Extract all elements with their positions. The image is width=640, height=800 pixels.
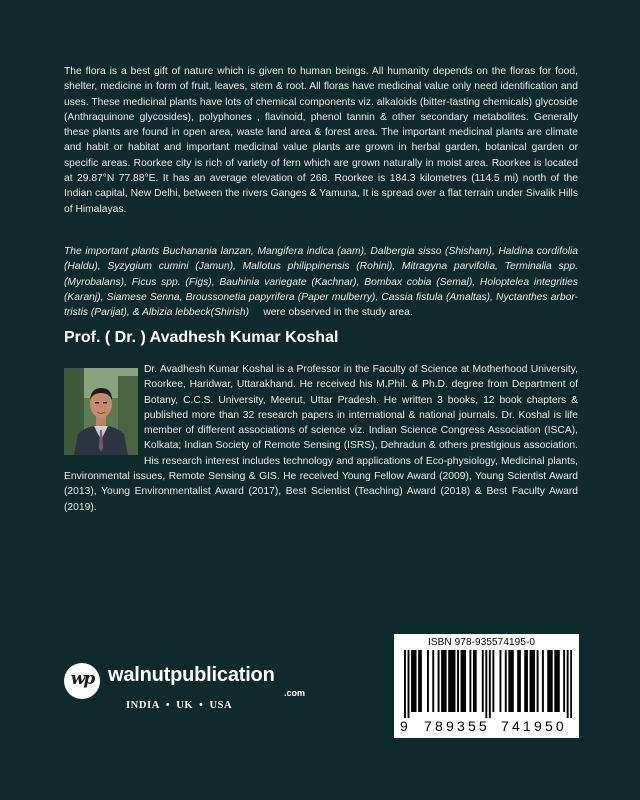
barcode-guard-bar [404, 650, 406, 718]
barcode-bar [526, 650, 528, 712]
barcode-bar [427, 650, 429, 712]
barcode-bar [413, 650, 415, 712]
publisher-regions [126, 700, 232, 711]
intro-paragraph: The flora is a best gift of nature which is given to human beings. All humanity depends on the floras for food, shelter, medicine in form of fruit, leaves, stem & root. All floras have medicinal value only need identification and uses. These medicinal plants have lots of chemical components viz. alkaloids (bitter-tasting chemicals) glycoside (Anthraquinone glycosides), polyphones , flavinoid, phenol tannin & other secondary metabolites. Generally these plants are found in open area, waste land area & forest area. The important medicinal plants are climate and habit or habitat and important medicinal value plants are grown in herbal garden, botanical garden or specific areas. Roorkee city is rich of variety of fern which are grown naturally in moist area. Roorkee is located at 29.87°N 77.88°E. It has an average elevation of 268. Roorkee is 184.3 kilometres (114.5 mi) north of the Indian capital, New Delhi, between the rivers Ganges & Yamuna, It is spread over a flat terrain under Sivalik Hills of Himalayas. [64, 66, 578, 215]
barcode-guard-bar [485, 650, 487, 718]
plants-list-text: The important plants Buchanania lanzan, Mangifera indica (aam), Dalbergia sisso (Shisham), Haldina cordifolia (Haldu), Syzygium cumini (Jamun), Mallotus philippinensis (Rohini), Mitragyna parvifolia, Terminalia spp. (Myrobalans), Ficus spp. (Figs), Bauhinia variegate (Kachnar), Bombax cobia (Semal), Holoptelea integrities (Karanj), Siamese Senna, Broussonetia papyrifera (Paper mulberry), Cassia fistula (Amaltas), Nyctanthes arbor-tristis (Parijat), & Albizia lebbeck(Shirish) [64, 246, 578, 319]
barcode-bar [551, 650, 553, 712]
barcode-bars [404, 650, 572, 718]
barcode-bar [415, 650, 417, 712]
barcode-bar [448, 650, 450, 712]
barcode-digit-group2: 741950 [501, 718, 567, 734]
barcode-bar [531, 650, 533, 712]
barcode-bar [499, 650, 501, 712]
barcode-bar [445, 650, 447, 712]
author-photo [64, 368, 138, 455]
barcode-digit-lead: 9 [400, 718, 408, 734]
barcode-bar [530, 650, 532, 712]
author-name: Prof. ( Dr. ) Avadhesh Kumar Koshal [64, 329, 339, 346]
plants-paragraph [64, 244, 578, 320]
publisher-logo-icon [64, 663, 100, 699]
region-uk: UK [176, 700, 194, 711]
author-bio-text: Dr. Avadhesh Kumar Koshal is a Professor in the Faculty of Science at Motherhood University, Roorkee, Haridwar, Uttarakhand. He received his M.Phil. & Ph.D. degree from Department of Botany, C.C.S. University, Meerut, Uttar Pradesh. He written 3 books, 12 book chapters & published more than 32 research papers in international & national journals. Dr. Koshal is life member of different associations of science viz. Indian Science Congress Association (ISCA), Kolkata; Indian Society of Remote Sensing (ISRS), Dehradun & others prestigious association. His research interest includes technology and applications of Eco-physiology, Medicinal plants, Environmental issues, Remote Sensing & GIS. He received Young Fellow Award (2009), Young Scientist Award (2013), Young Environmentalist Award (2017), Best Scientist (Teaching) Award (2018) & Best Faculty Award (2019). [64, 364, 578, 513]
plants-paragraph-tail: were observed in the study area. [263, 307, 413, 319]
barcode-bar [519, 650, 521, 712]
barcode-guard-bar [570, 650, 572, 718]
barcode-guard-bar [567, 650, 569, 718]
barcode-bar [492, 650, 494, 712]
barcode-bar [443, 650, 445, 712]
publisher-tld: .com [284, 688, 306, 698]
barcode-bar [452, 650, 454, 712]
region-separator: • [199, 700, 204, 711]
barcode-bar [411, 650, 413, 712]
barcode-bar [558, 650, 560, 712]
barcode-bar [420, 650, 422, 712]
barcode-bar [505, 650, 507, 712]
barcode-bar [475, 650, 477, 712]
barcode-bar [418, 650, 420, 712]
barcode-bar [464, 650, 466, 712]
barcode-bar [556, 650, 558, 712]
barcode-bar [510, 650, 512, 712]
barcode-bar [517, 650, 519, 712]
isbn-label: ISBN 978-935574195-0 [428, 637, 536, 648]
publisher-logo-mark: wp [70, 669, 94, 689]
barcode-bar [537, 650, 539, 712]
barcode-bar [508, 650, 510, 712]
barcode-bar [533, 650, 535, 712]
barcode-bar [512, 650, 514, 712]
barcode-bar [524, 650, 526, 712]
isbn-barcode [394, 634, 579, 738]
barcode-bar [432, 650, 434, 712]
publisher-name: walnutpublication [108, 664, 275, 686]
barcode-bar [438, 650, 440, 712]
barcode-bar [457, 650, 459, 712]
author-bio [64, 362, 578, 515]
barcode-bar [549, 650, 551, 712]
barcode-bar [542, 650, 544, 712]
barcode-bar [469, 650, 471, 712]
barcode-bar [461, 650, 463, 712]
region-india: INDIA [126, 700, 160, 711]
barcode-bar [450, 650, 452, 712]
barcode-bar [547, 650, 549, 712]
barcode-digit-group1: 789355 [424, 718, 490, 734]
barcode-bar [462, 650, 464, 712]
barcode-guard-bar [408, 650, 410, 718]
barcode-bar [482, 650, 484, 712]
region-usa: USA [209, 700, 233, 711]
barcode-guard-bar [489, 650, 491, 718]
barcode-bar [473, 650, 475, 712]
barcode-bar [554, 650, 556, 712]
barcode-bar [563, 650, 565, 712]
barcode-bar [454, 650, 456, 712]
region-separator: • [165, 700, 171, 711]
barcode-bar [441, 650, 443, 712]
